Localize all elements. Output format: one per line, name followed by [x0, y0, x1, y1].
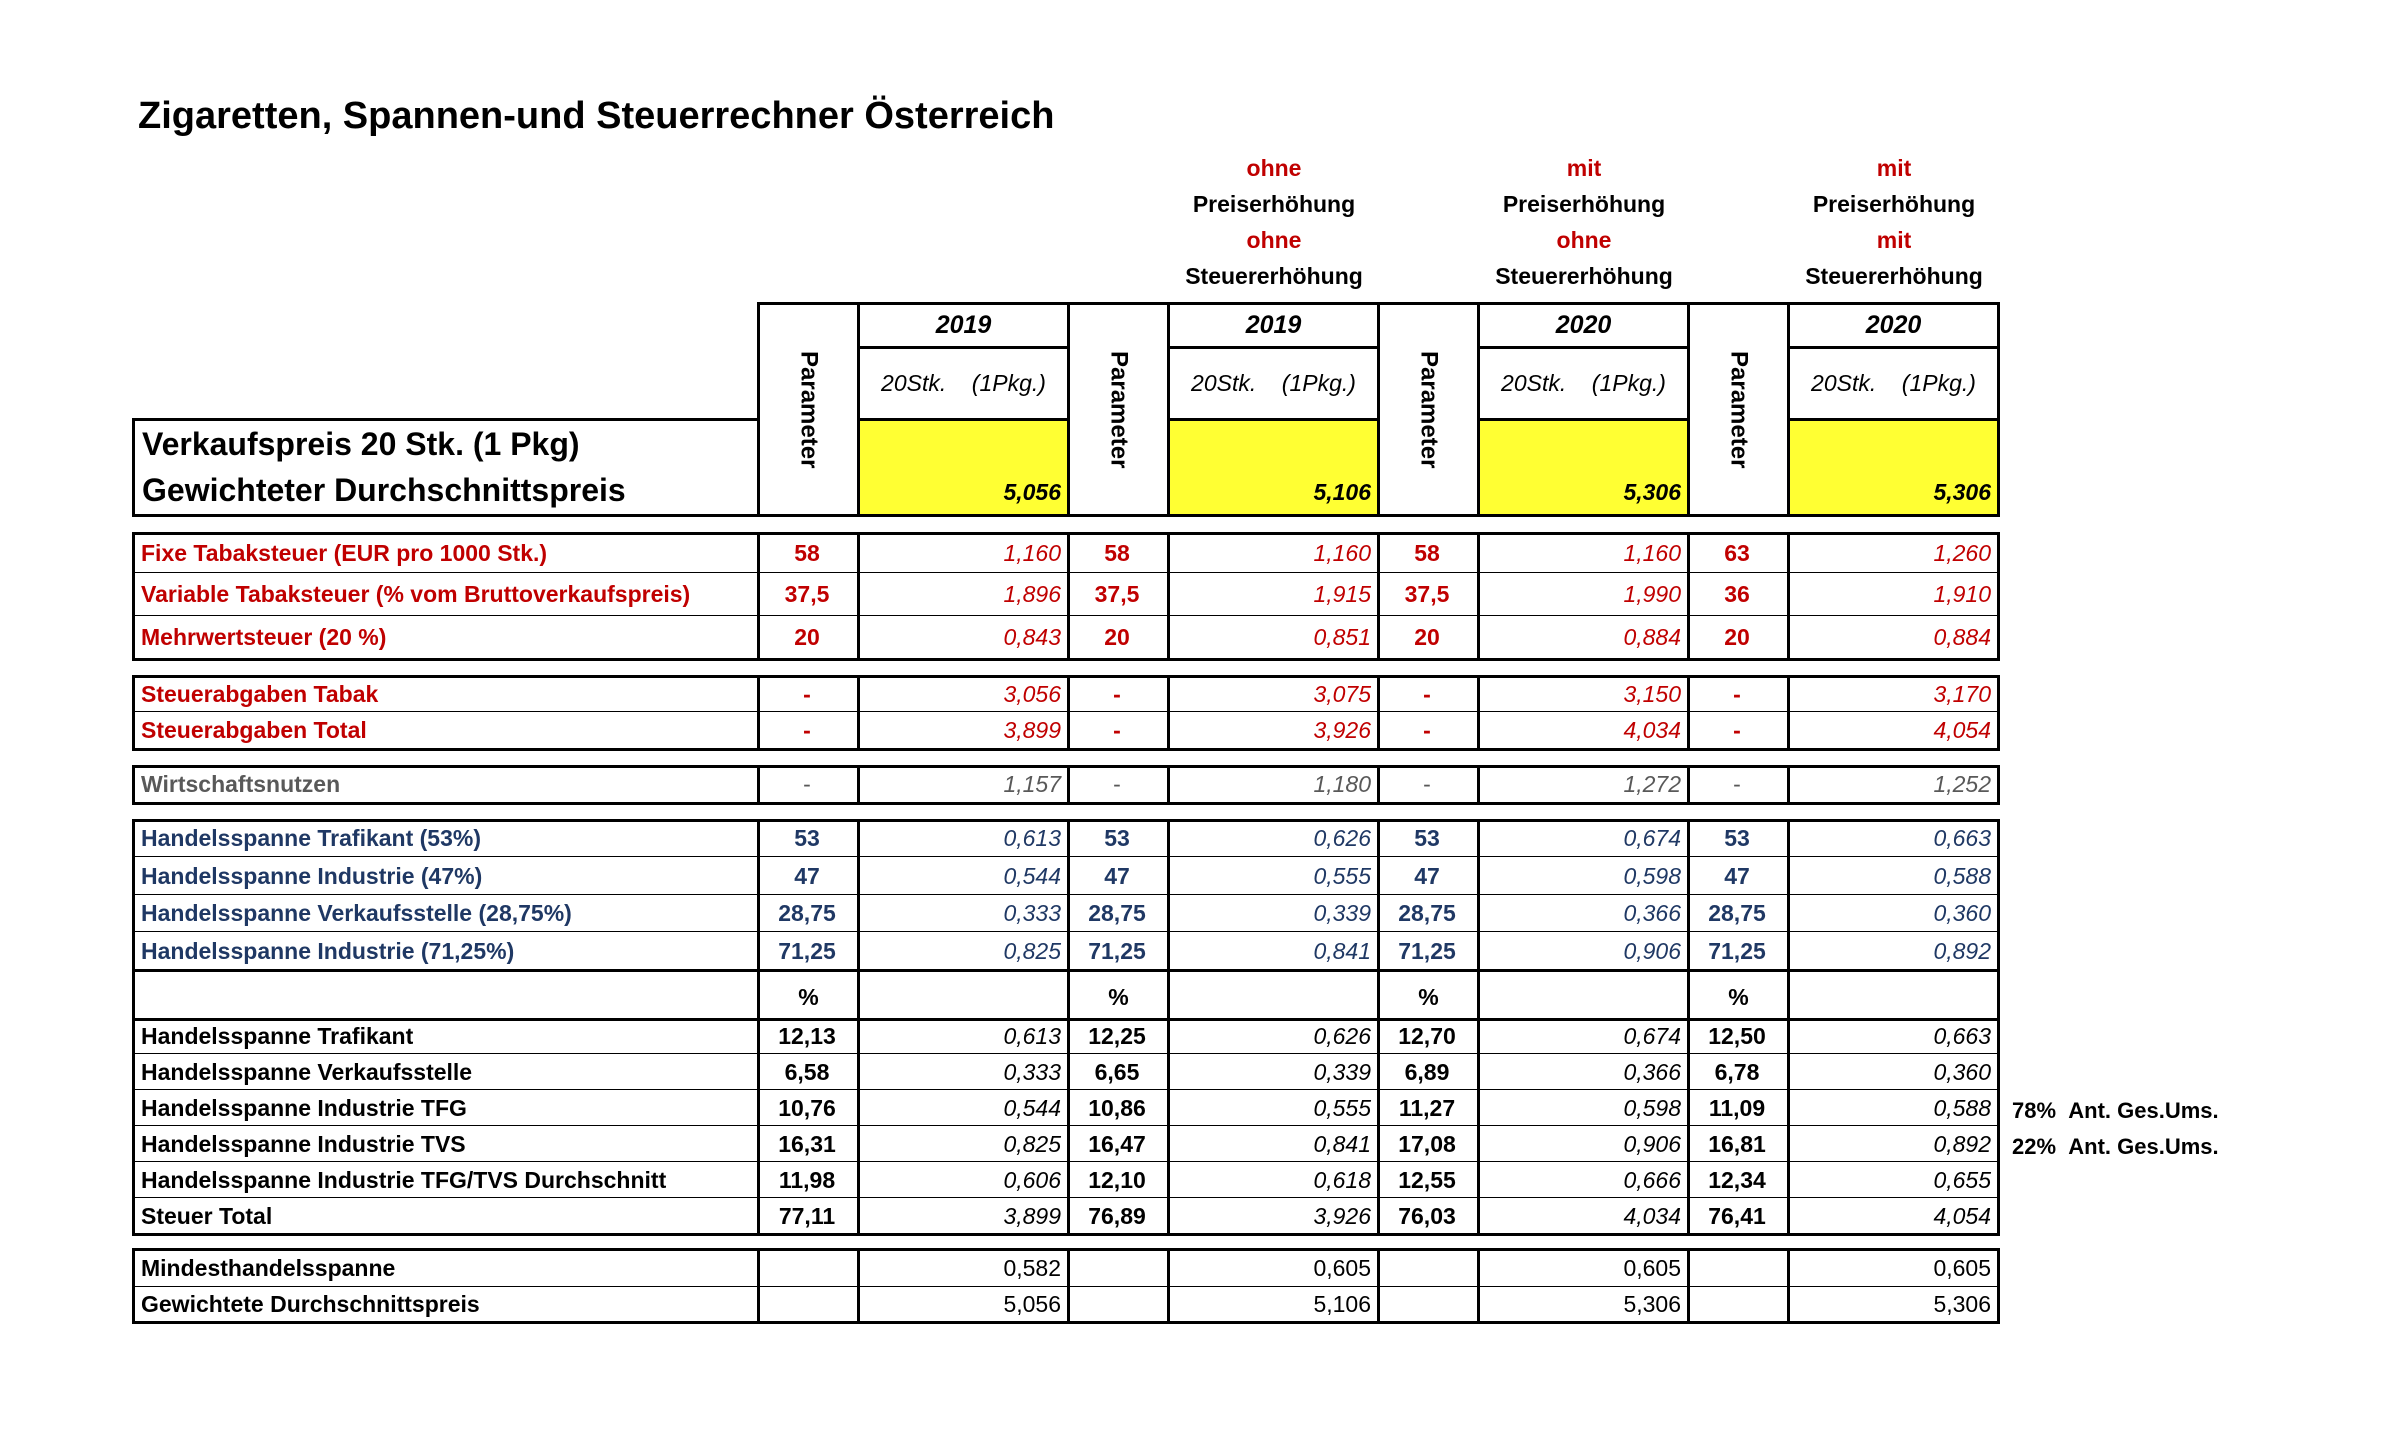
- amount-value: 0,333: [1003, 900, 1061, 926]
- amount-value: 0,605: [1933, 1254, 1991, 1281]
- scenario-caption-line: mit: [1876, 155, 1912, 181]
- row-label: Handelsspanne Verkaufsstelle (28,75%): [141, 900, 572, 926]
- amount-value: 0,555: [1313, 1094, 1371, 1121]
- parameter-value: -: [803, 717, 811, 743]
- row-label: Handelsspanne Industrie (71,25%): [141, 937, 515, 964]
- row-label: Handelsspanne Industrie TFG/TVS Durchschnitt: [141, 1166, 667, 1193]
- parameter-value: -: [1113, 717, 1121, 743]
- parameter-value: [1067, 1287, 1167, 1322]
- table-border: [1997, 532, 2000, 660]
- unit-header: 20Stk. (1Pkg.): [1501, 370, 1666, 396]
- amount-value: 0,906: [1623, 937, 1681, 964]
- parameter-label: Parameter: [1415, 350, 1443, 469]
- parameter-value: [1067, 1249, 1167, 1287]
- scenario-caption-line: ohne: [1246, 155, 1302, 181]
- amount-value: 0,674: [1623, 1023, 1681, 1049]
- parameter-value: -: [1423, 717, 1431, 743]
- amount-value: 5,106: [1313, 1291, 1371, 1317]
- parameter-value: 6,78: [1714, 1058, 1760, 1085]
- parameter-value: [757, 1287, 857, 1322]
- amount-value: 0,360: [1933, 900, 1991, 926]
- amount-value: 0,663: [1933, 825, 1991, 851]
- unit-header: 20Stk. (1Pkg.): [1811, 370, 1976, 396]
- parameter-label: Parameter: [1105, 350, 1133, 469]
- amount-value: 0,613: [1003, 1023, 1061, 1049]
- amount-value: 0,618: [1313, 1166, 1371, 1193]
- parameter-value: 16,81: [1708, 1130, 1766, 1157]
- parameter-label: Parameter: [1725, 350, 1753, 469]
- amount-value: 0,366: [1623, 1058, 1681, 1085]
- price-value: 5,056: [1003, 478, 1061, 505]
- parameter-value: 53: [1724, 825, 1750, 851]
- amount-value: 0,674: [1623, 825, 1681, 851]
- parameter-header: [1690, 305, 1787, 514]
- parameter-value: -: [1733, 717, 1741, 743]
- amount-value: 0,544: [1003, 862, 1061, 889]
- amount-value: 1,260: [1933, 539, 1991, 566]
- amount-value: 3,075: [1313, 680, 1371, 707]
- table-border: [1167, 970, 1170, 1019]
- parameter-value: 58: [794, 539, 820, 566]
- parameter-value: 53: [1104, 825, 1130, 851]
- parameter-value: 37,5: [1404, 581, 1450, 607]
- amount-value: 0,544: [1003, 1094, 1061, 1121]
- parameter-value: -: [1113, 771, 1121, 797]
- amount-value: 0,598: [1623, 862, 1681, 889]
- amount-value: 3,150: [1623, 680, 1681, 707]
- parameter-value: 6,58: [784, 1058, 830, 1085]
- amount-value: 1,896: [1003, 581, 1061, 607]
- row-label: Handelsspanne Industrie (47%): [141, 862, 483, 889]
- table-border: [1787, 970, 1790, 1019]
- amount-value: 0,906: [1623, 1130, 1681, 1157]
- parameter-value: 71,25: [1398, 937, 1456, 964]
- row-label: Steuer Total: [141, 1202, 273, 1229]
- header-border: [132, 418, 135, 517]
- amount-value: 1,272: [1623, 771, 1681, 797]
- year-header: 2019: [1245, 311, 1302, 339]
- header-border: [857, 418, 1067, 421]
- parameter-value: 11,27: [1398, 1094, 1456, 1121]
- parameter-value: 20: [1104, 624, 1130, 650]
- amount-value: 0,582: [1003, 1254, 1061, 1281]
- amount-value: 4,054: [1933, 1202, 1991, 1229]
- parameter-value: 12,25: [1088, 1023, 1146, 1049]
- amount-value: 0,892: [1933, 937, 1991, 964]
- amount-value: 0,851: [1313, 624, 1371, 650]
- parameter-value: -: [1113, 680, 1121, 707]
- parameter-value: 37,5: [784, 581, 830, 607]
- parameter-value: -: [803, 680, 811, 707]
- scenario-caption-line: ohne: [1556, 227, 1612, 253]
- share-note-text: Ant. Ges.Ums.: [2068, 1134, 2219, 1159]
- price-label: Gewichteter Durchschnittspreis: [142, 472, 626, 508]
- scenario-caption-line: Steuererhöhung: [1185, 263, 1363, 289]
- amount-value: 3,926: [1313, 1202, 1371, 1229]
- amount-value: 5,306: [1623, 1291, 1681, 1317]
- parameter-value: 58: [1104, 539, 1130, 566]
- amount-value: 4,034: [1623, 717, 1681, 743]
- amount-value: 0,841: [1313, 937, 1371, 964]
- parameter-value: 12,13: [778, 1023, 836, 1049]
- amount-value: 0,626: [1313, 1023, 1371, 1049]
- year-header: 2020: [1865, 311, 1922, 339]
- amount-value: 0,841: [1313, 1130, 1371, 1157]
- amount-value: 0,663: [1933, 1023, 1991, 1049]
- row-label: Handelsspanne Industrie TFG: [141, 1094, 467, 1121]
- year-header: 2019: [935, 311, 992, 339]
- row-label: Wirtschaftsnutzen: [141, 771, 341, 797]
- amount-value: 0,605: [1623, 1254, 1681, 1281]
- amount-value: 0,366: [1623, 900, 1681, 926]
- parameter-value: 16,47: [1088, 1130, 1146, 1157]
- parameter-value: 12,10: [1088, 1166, 1146, 1193]
- amount-value: 1,180: [1313, 771, 1371, 797]
- parameter-value: [1377, 1287, 1477, 1322]
- parameter-value: 10,86: [1088, 1094, 1146, 1121]
- parameter-value: 20: [1414, 624, 1440, 650]
- row-label: Handelsspanne Trafikant (53%): [141, 825, 481, 851]
- scenario-caption-2: [1479, 150, 1689, 294]
- row-label: Steuerabgaben Tabak: [141, 680, 379, 707]
- parameter-value: [1687, 1249, 1787, 1287]
- amount-value: 5,056: [1003, 1291, 1061, 1317]
- parameter-value: [757, 1249, 857, 1287]
- parameter-value: -: [1733, 680, 1741, 707]
- header-border: [132, 514, 1999, 517]
- amount-value: 0,884: [1623, 624, 1681, 650]
- amount-value: 4,054: [1933, 717, 1991, 743]
- amount-value: 0,555: [1313, 862, 1371, 889]
- parameter-value: [1687, 1287, 1787, 1322]
- parameter-value: 20: [794, 624, 820, 650]
- amount-value: 1,160: [1003, 539, 1061, 566]
- scenario-caption-3: [1789, 150, 1999, 294]
- parameter-value: -: [1423, 771, 1431, 797]
- header-border: [1787, 418, 1997, 421]
- share-note-tvs: [2012, 1134, 2219, 1160]
- parameter-value: 47: [1104, 862, 1130, 889]
- percent-header: %: [1418, 984, 1439, 1010]
- amount-value: 3,899: [1003, 717, 1061, 743]
- share-note-tfg: [2012, 1098, 2219, 1124]
- amount-value: 1,157: [1003, 771, 1061, 797]
- parameter-value: -: [1733, 771, 1741, 797]
- row-label: Mindesthandelsspanne: [141, 1254, 396, 1281]
- amount-value: 3,899: [1003, 1202, 1061, 1229]
- parameter-value: 28,75: [1088, 900, 1146, 926]
- amount-value: 0,598: [1623, 1094, 1681, 1121]
- amount-value: 0,825: [1003, 1130, 1061, 1157]
- header-border: [1997, 302, 2000, 517]
- parameter-value: 12,34: [1708, 1166, 1766, 1193]
- parameter-value: 6,65: [1094, 1058, 1140, 1085]
- year-header: 2020: [1555, 311, 1612, 339]
- amount-value: 1,915: [1313, 581, 1371, 607]
- table-border: [857, 970, 860, 1019]
- parameter-value: 12,55: [1398, 1166, 1456, 1193]
- row-label: Variable Tabaksteuer (% vom Bruttoverkaufspreis): [141, 581, 691, 607]
- amount-value: 1,160: [1623, 539, 1681, 566]
- header-border: [1477, 418, 1687, 421]
- amount-value: 0,333: [1003, 1058, 1061, 1085]
- parameter-value: 16,31: [778, 1130, 836, 1157]
- parameter-label: Parameter: [795, 350, 823, 469]
- parameter-value: 20: [1724, 624, 1750, 650]
- scenario-caption-line: Steuererhöhung: [1805, 263, 1983, 289]
- scenario-caption-line: Preiserhöhung: [1812, 191, 1976, 217]
- parameter-value: 28,75: [1708, 900, 1766, 926]
- parameter-value: 71,25: [778, 937, 836, 964]
- parameter-value: 53: [1414, 825, 1440, 851]
- parameter-value: 28,75: [1398, 900, 1456, 926]
- scenario-caption-line: mit: [1566, 155, 1602, 181]
- amount-value: 3,056: [1003, 680, 1061, 707]
- parameter-value: 11,09: [1708, 1094, 1766, 1121]
- percent-header: %: [1728, 984, 1749, 1010]
- amount-value: 4,034: [1623, 1202, 1681, 1229]
- parameter-value: 11,98: [778, 1166, 836, 1193]
- parameter-value: -: [1423, 680, 1431, 707]
- row-label: Gewichtete Durchschnittspreis: [141, 1291, 480, 1317]
- amount-value: 0,339: [1313, 900, 1371, 926]
- amount-value: 0,884: [1933, 624, 1991, 650]
- table-border: [1997, 970, 2000, 1019]
- amount-value: 3,170: [1933, 680, 1991, 707]
- parameter-value: 12,70: [1398, 1023, 1456, 1049]
- amount-value: 1,910: [1933, 581, 1991, 607]
- price-value: 5,306: [1933, 478, 1991, 505]
- amount-value: 3,926: [1313, 717, 1371, 743]
- table-border: [1997, 675, 2000, 750]
- unit-header: 20Stk. (1Pkg.): [881, 370, 1046, 396]
- parameter-value: 53: [794, 825, 820, 851]
- amount-value: 0,588: [1933, 1094, 1991, 1121]
- price-value: 5,306: [1623, 478, 1681, 505]
- header-border: [1167, 418, 1377, 421]
- parameter-value: 71,25: [1088, 937, 1146, 964]
- parameter-value: 76,41: [1708, 1202, 1766, 1229]
- price-value: 5,106: [1313, 478, 1371, 505]
- scenario-caption-line: mit: [1876, 227, 1912, 253]
- parameter-value: 76,89: [1088, 1202, 1146, 1229]
- row-label: Handelsspanne Verkaufsstelle: [141, 1058, 473, 1085]
- table-border: [1477, 970, 1480, 1019]
- parameter-value: 12,50: [1708, 1023, 1766, 1049]
- parameter-value: 76,03: [1398, 1202, 1456, 1229]
- unit-header: 20Stk. (1Pkg.): [1191, 370, 1356, 396]
- table-border: [1997, 819, 2000, 971]
- table-border: [1997, 765, 2000, 804]
- parameter-value: 47: [1414, 862, 1440, 889]
- row-label: Handelsspanne Industrie TVS: [141, 1130, 466, 1157]
- amount-value: 0,339: [1313, 1058, 1371, 1085]
- scenario-caption-line: ohne: [1246, 227, 1302, 253]
- parameter-header: [760, 305, 857, 514]
- scenario-caption-line: Preiserhöhung: [1502, 191, 1666, 217]
- amount-value: 0,843: [1003, 624, 1061, 650]
- parameter-value: 47: [794, 862, 820, 889]
- share-note-text: Ant. Ges.Ums.: [2068, 1098, 2219, 1123]
- parameter-value: 36: [1724, 581, 1750, 607]
- row-label: Steuerabgaben Total: [141, 717, 367, 743]
- row-label: Handelsspanne Trafikant: [141, 1023, 414, 1049]
- parameter-value: 71,25: [1708, 937, 1766, 964]
- scenario-caption-line: Steuererhöhung: [1495, 263, 1673, 289]
- amount-value: 0,825: [1003, 937, 1061, 964]
- parameter-value: 47: [1724, 862, 1750, 889]
- parameter-value: [1377, 1249, 1477, 1287]
- row-label: Fixe Tabaksteuer (EUR pro 1000 Stk.): [141, 539, 548, 566]
- parameter-value: 63: [1724, 539, 1750, 566]
- amount-value: 0,613: [1003, 825, 1061, 851]
- amount-value: 0,360: [1933, 1058, 1991, 1085]
- parameter-value: 37,5: [1094, 581, 1140, 607]
- price-label: Verkaufspreis 20 Stk. (1 Pkg): [142, 425, 580, 462]
- percent-header: %: [798, 984, 819, 1010]
- parameter-value: 77,11: [778, 1202, 836, 1229]
- page-title: Zigaretten, Spannen-und Steuerrechner Österreich: [138, 95, 1055, 137]
- amount-value: 1,160: [1313, 539, 1371, 566]
- amount-value: 0,892: [1933, 1130, 1991, 1157]
- share-note-percent: 22%: [2012, 1134, 2057, 1159]
- amount-value: 1,990: [1623, 581, 1681, 607]
- amount-value: 0,606: [1003, 1166, 1061, 1193]
- parameter-value: 6,89: [1404, 1058, 1450, 1085]
- parameter-value: 17,08: [1398, 1130, 1456, 1157]
- parameter-value: -: [803, 771, 811, 797]
- amount-value: 0,588: [1933, 862, 1991, 889]
- amount-value: 0,666: [1623, 1166, 1681, 1193]
- parameter-header: [1070, 305, 1167, 514]
- amount-value: 1,252: [1933, 771, 1991, 797]
- amount-value: 0,655: [1933, 1166, 1991, 1193]
- scenario-caption-1: [1169, 150, 1379, 294]
- table-border: [1997, 1248, 2000, 1323]
- percent-header: %: [1108, 984, 1129, 1010]
- scenario-caption-line: Preiserhöhung: [1192, 191, 1356, 217]
- share-note-percent: 78%: [2012, 1098, 2057, 1123]
- amount-value: 5,306: [1933, 1291, 1991, 1317]
- row-label: Mehrwertsteuer (20 %): [141, 624, 387, 650]
- amount-value: 0,626: [1313, 825, 1371, 851]
- parameter-value: 58: [1414, 539, 1440, 566]
- parameter-value: 28,75: [778, 900, 836, 926]
- amount-value: 0,605: [1313, 1254, 1371, 1281]
- parameter-value: 10,76: [778, 1094, 836, 1121]
- parameter-header: [1380, 305, 1477, 514]
